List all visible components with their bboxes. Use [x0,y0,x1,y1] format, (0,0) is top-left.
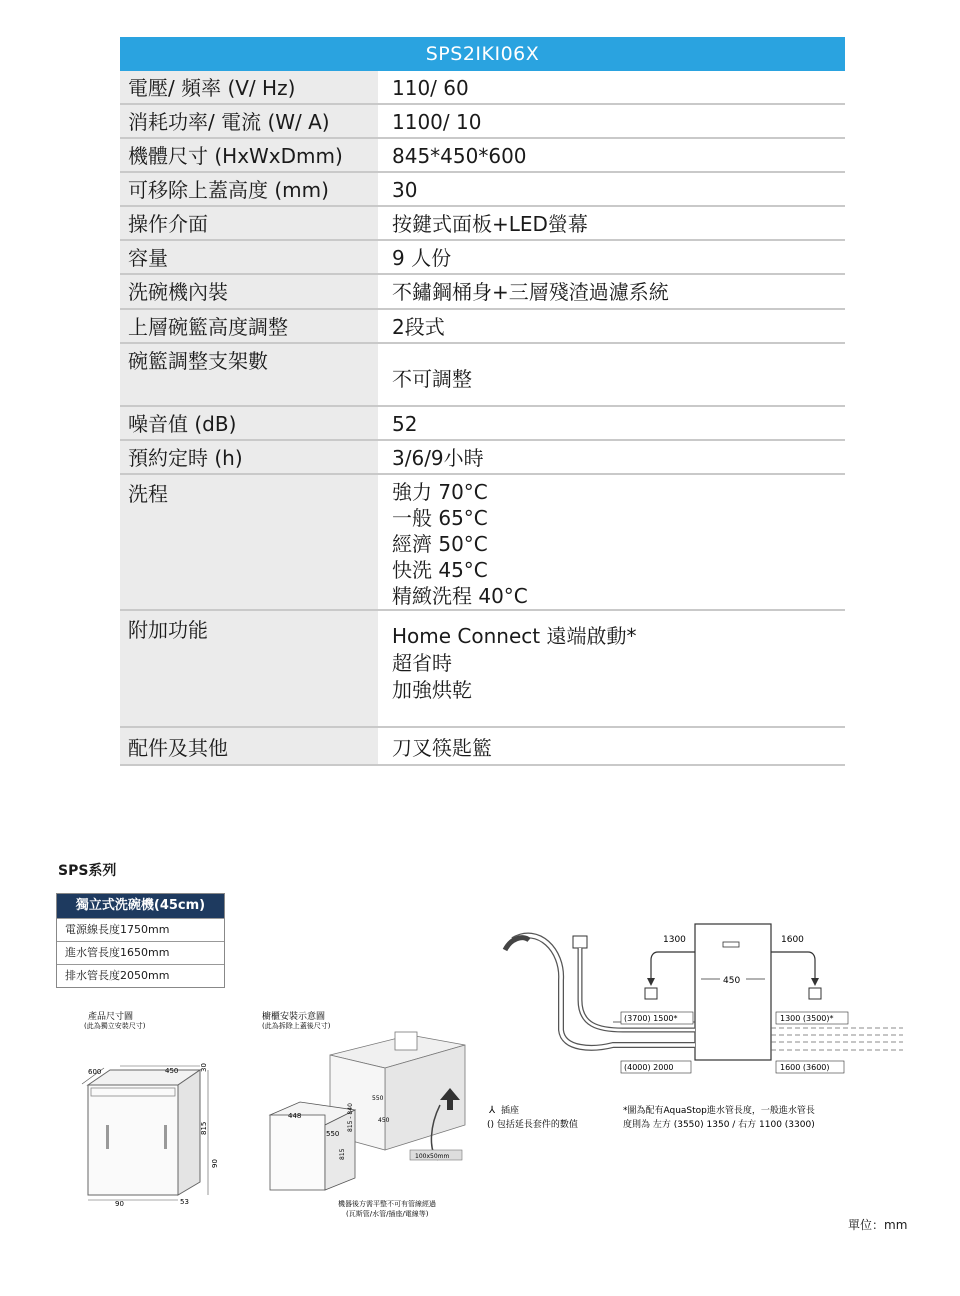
spec-value-line: 一般 65°C [392,506,488,530]
spec-label: 洗程 [120,475,378,609]
door-handle-right [164,1125,167,1149]
dim-foot: 90 [115,1200,124,1208]
spec-value [390,105,845,137]
model-header: SPS2IKI06X [120,37,845,71]
spec-table [120,37,845,766]
cabinet-note-2: (瓦斯管/水管/插座/電線等) [346,1210,429,1218]
spec-row-interior [120,275,845,310]
spec-label: 配件及其他 [120,728,378,764]
dim-448: 448 [288,1112,302,1120]
dishwasher-front [270,1115,325,1190]
spec-value-line: 9 人份 [392,246,452,270]
dim-height: 815 [200,1121,208,1135]
spec-row-basket-support [120,344,845,407]
spec-value [390,344,845,405]
socket-right-icon [809,988,821,999]
dim-duct: 100x50mm [415,1153,450,1160]
cabinet-note-1: 機器後方需平整不可有管線經過 [338,1200,436,1208]
spec-label: 可移除上蓋高度 (mm) [120,173,378,205]
spec-value-line: 30 [392,178,418,202]
dim-left-inlet: (3700) 1500* [624,1014,678,1023]
spec-row-capacity [120,241,845,275]
spec-label: 噪音值 (dB) [120,407,378,439]
spec-value [390,441,845,473]
dim-kick: 90 [211,1159,219,1168]
dim-depth: 600 [88,1068,102,1076]
spec-label: 電壓/ 頻率 (V/ Hz) [120,71,378,103]
spec-label: 預約定時 (h) [120,441,378,473]
spec-value-line: 845*450*600 [392,144,527,168]
legend-socket: 插座 [501,1106,520,1116]
spec-value-line: 快洗 45°C [392,558,488,582]
series-spec-box [56,893,225,988]
spec-label: 碗籃調整支架數 [120,344,378,405]
spec-value-line: 52 [392,412,418,436]
spec-value [390,173,845,205]
spec-value-line: 精緻洗程 40°C [392,584,528,608]
socket-left-icon [645,988,657,999]
dim-center-width: 450 [723,976,741,986]
dim-width: 450 [165,1067,179,1075]
dim-815-840: 815 - 840 [347,1103,354,1132]
spec-value-line: 不鏽鋼桶身+三層殘渣過濾系統 [392,280,669,304]
legend-extension: () 包括延長套件的數值 [487,1120,578,1130]
series-item-inlet-hose: 進水管長度1650mm [57,941,224,964]
product-diagram-subtitle: (此為獨立安裝尺寸) [84,1022,146,1030]
spec-value-line: 強力 70°C [392,480,488,504]
hose-note-1: *圖為配有AquaStop進水管長度，一般進水管長 [623,1106,815,1116]
spec-label: 操作介面 [120,207,378,239]
spec-label: 上層碗籃高度調整 [120,310,378,342]
product-diagram-title: 產品尺寸圖 [88,1012,134,1022]
dim-door: 53 [180,1198,189,1206]
series-item-drain-hose: 排水管長度2050mm [57,964,224,987]
spec-row-programs [120,475,845,611]
spec-value [390,139,845,171]
dim-right-cable: 1600 [781,935,804,945]
spec-value-line: 2段式 [392,315,445,339]
dim-right-drain: 1600 (3600) [780,1063,830,1072]
water-tap [573,936,587,948]
dim-450: 450 [378,1117,390,1124]
spec-row-features [120,611,845,728]
spec-value [390,728,845,764]
cabinet-diagram-subtitle: (此為拆除上蓋後尺寸) [262,1022,331,1030]
spec-row-dimensions [120,139,845,173]
spec-label: 洗碗機內裝 [120,275,378,308]
spec-value-line: 刀叉筷匙籃 [392,736,492,760]
dim-left-cable: 1300 [663,935,686,945]
spec-row-accessories [120,728,845,766]
spec-value-line: 超省時 [392,651,452,675]
socket-legend-icon: ⅄ [489,1105,496,1116]
spec-value-line: 3/6/9小時 [392,446,484,470]
dim-top: 30 [200,1063,208,1072]
spec-row-interface [120,207,845,241]
dim-550-top: 550 [372,1095,384,1102]
spec-value [390,407,845,439]
spec-label: 容量 [120,241,378,273]
spec-value-line: 按鍵式面板+LED螢幕 [392,212,588,236]
dim-815: 815 [339,1148,346,1160]
dishwasher-outline [695,924,771,1060]
spec-value-line: Home Connect 遠端啟動* [392,624,637,648]
dishwasher-side [178,1070,200,1195]
spec-value [390,207,845,239]
spec-value [390,611,845,726]
spec-label: 消耗功率/ 電流 (W/ A) [120,105,378,137]
spec-row-noise [120,407,845,441]
spec-row-lid-height [120,173,845,207]
cabinet-installation-diagram [260,1010,475,1225]
spec-value-line: 110/ 60 [392,76,469,100]
spec-value-line: 經濟 50°C [392,532,488,556]
spec-row-voltage [120,71,845,105]
spec-value [390,310,845,342]
socket-box [395,1032,417,1050]
spec-row-timer [120,441,845,475]
door-handle-left [106,1125,109,1149]
series-title: SPS系列 [58,863,117,879]
dim-right-inlet: 1300 (3500)* [780,1014,834,1023]
spec-value-line: 不可調整 [392,367,472,391]
spec-value-line: 加強烘乾 [392,678,472,702]
spec-row-power [120,105,845,139]
spec-value [390,241,845,273]
spec-value [390,475,845,609]
spec-label: 機體尺寸 (HxWxDmm) [120,139,378,171]
drain-hook [505,938,529,950]
hose-length-diagram [483,920,908,1140]
spec-row-basket-height [120,310,845,344]
cabinet-diagram-title: 櫥櫃安裝示意圖 [262,1012,326,1022]
product-dimension-diagram [60,1010,240,1210]
series-item-power-cord: 電源線長度1750mm [57,918,224,941]
spec-value [390,71,845,103]
dim-550: 550 [326,1130,340,1138]
dim-left-drain: (4000) 2000 [624,1063,674,1072]
spec-value [390,275,845,308]
series-box-header: 獨立式洗碗機(45cm) [57,894,224,918]
unit-label: 單位：mm [848,1218,908,1232]
spec-label: 附加功能 [120,611,378,726]
spec-value-line: 1100/ 10 [392,110,482,134]
hose-note-2: 度則為 左方 (3550) 1350 / 右方 1100 (3300) [623,1120,815,1130]
